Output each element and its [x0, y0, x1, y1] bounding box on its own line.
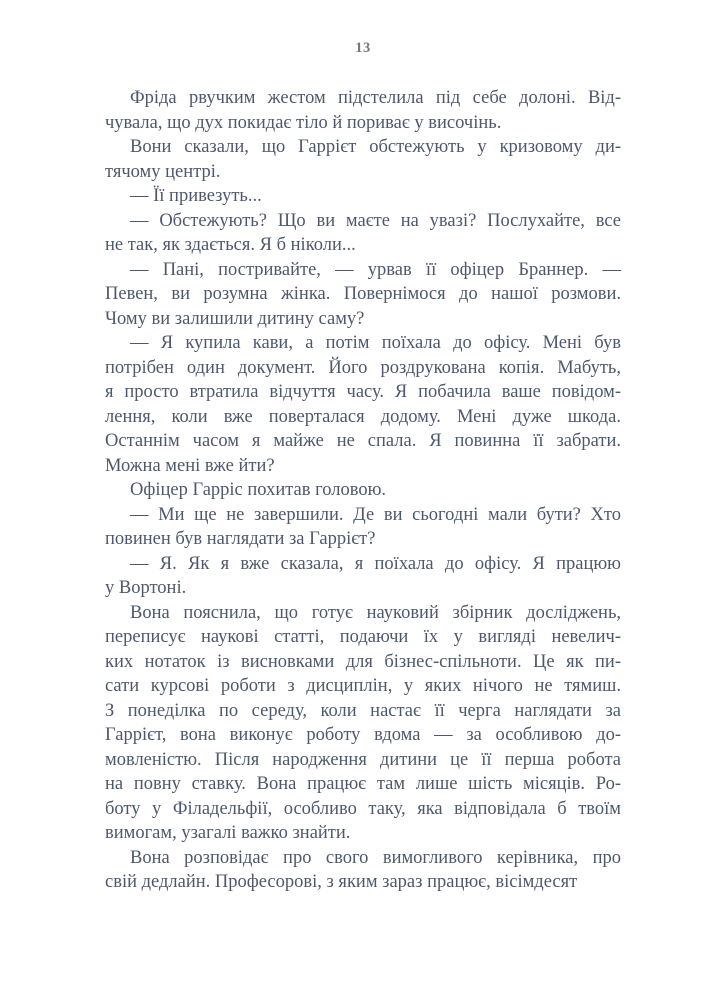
text-line: тячому центрі.: [105, 161, 221, 182]
text-line: вимогам, узагалі важко знайти.: [105, 823, 351, 843]
text-line: Гаррієт, вона виконує роботу вдома — за особливою до-: [105, 725, 621, 745]
text-line: — Я. Як я вже сказала, я поїхала до офісу. Я працюю: [130, 553, 621, 574]
text-line: Можна мені вже йти?: [105, 455, 275, 476]
text-line: у Вортоні.: [105, 578, 187, 598]
text-line: не так, як здається. Я б ніколи...: [105, 235, 356, 255]
text-line: боту у Філадельфії, особливо таку, яка відповідала б твоїм: [105, 798, 621, 819]
text-line: Певен, ви розумна жінка. Повернімося до нашої розмови.: [105, 284, 621, 304]
text-line: чувала, що дух покидає тіло й пориває у височінь.: [105, 112, 502, 133]
page-number: 13: [355, 40, 371, 56]
text-line: лення, коли вже поверталася додому. Мені дуже шкода.: [105, 406, 621, 427]
text-line: — Обстежують? Що ви маєте на увазі? Послухайте, все: [130, 210, 621, 231]
text-line: на повну ставку. Вона працює там лише шість місяців. Ро-: [105, 774, 621, 794]
text-line: З понеділка по середу, коли настає її черга наглядати за: [105, 700, 621, 721]
text-line: Офіцер Гарріс похитав головою.: [130, 480, 387, 500]
text-line: потрібен один документ. Його роздрукована копія. Мабуть,: [105, 357, 621, 378]
text-line: Вони сказали, що Гаррієт обстежують у кризовому ди-: [130, 137, 621, 157]
text-line: сати курсові роботи з дисциплін, у яких нічого не тямиш.: [105, 676, 621, 696]
text-line: Останнім часом я майже не спала. Я повинна її забрати.: [105, 431, 621, 451]
text-line: — Я купила кави, а потім поїхала до офісу. Мені був: [130, 333, 621, 353]
text-line: — Ми ще не завершили. Де ви сьогодні мали бути? Хто: [130, 504, 621, 525]
text-line: — Її привезуть...: [130, 186, 262, 206]
text-line: — Пані, постривайте, — урвав її офіцер Браннер. —: [130, 259, 621, 280]
text-column: [105, 86, 621, 895]
text-line: мовленістю. Після народження дитини це її перша робота: [105, 749, 621, 770]
text-line: я просто втратила відчуття часу. Я побачила ваше повідом-: [105, 382, 621, 402]
text-line: свій дедлайн. Професорові, з яким зараз працює, вісімдесят: [105, 872, 578, 892]
text-line: повинен був наглядати за Гаррієт?: [105, 529, 376, 549]
text-line: Вона розповідає про свого вимогливого керівника, про: [130, 847, 621, 868]
text-line: переписує наукові статті, подаючи їх у вигляді невелич-: [105, 627, 621, 647]
text-line: Чому ви залишили дитину саму?: [105, 308, 365, 329]
text-line: Фріда рвучким жестом підстелила під себе долоні. Від-: [130, 88, 621, 108]
text-line: Вона пояснила, що готує науковий збірник досліджень,: [130, 602, 621, 623]
text-line: ких нотаток із висновками для бізнес-спільноти. Це як пи-: [105, 651, 621, 672]
